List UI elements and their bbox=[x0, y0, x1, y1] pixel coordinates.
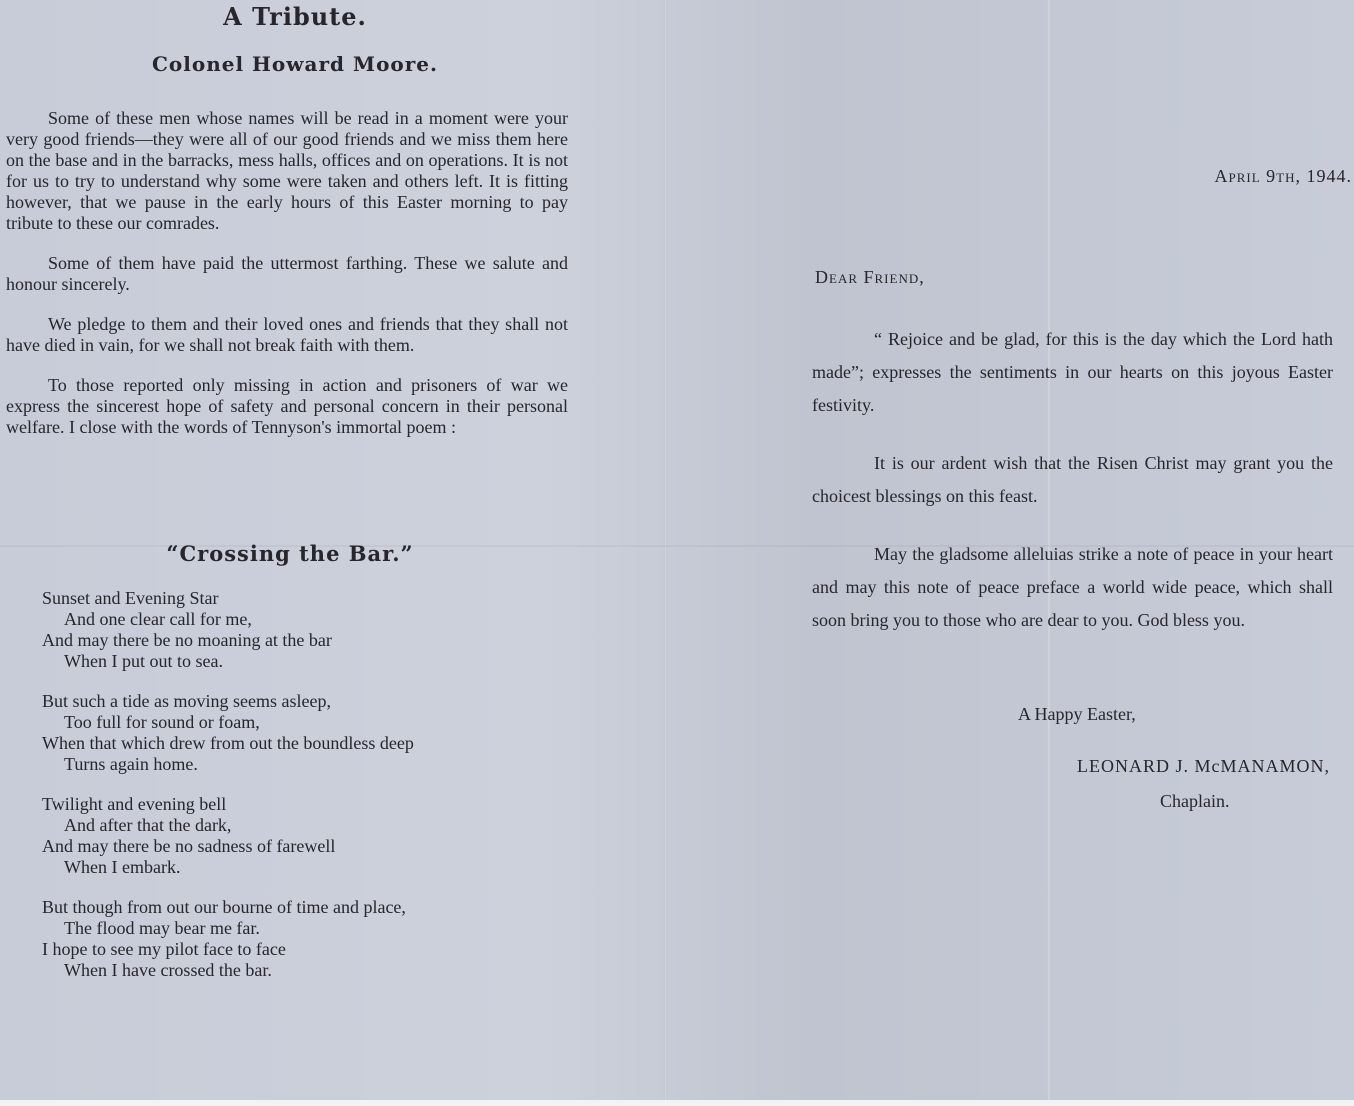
tribute-paragraph: Some of them have paid the uttermost farthing. These we salute and honour sincerely. bbox=[6, 253, 568, 294]
poem-line: Too full for sound or foam, bbox=[64, 712, 260, 732]
poem bbox=[42, 588, 414, 1000]
poem-line: The flood may bear me far. bbox=[64, 918, 260, 938]
tribute-subtitle: Colonel Howard Moore. bbox=[152, 52, 438, 76]
poem-line: When I have crossed the bar. bbox=[64, 960, 272, 980]
poem-line: When that which drew from out the boundless deep bbox=[42, 733, 414, 753]
poem-stanza bbox=[42, 588, 414, 672]
letter-salutation: Dear Friend, bbox=[815, 267, 925, 287]
letter-signature: LEONARD J. McMANAMON, bbox=[1077, 756, 1330, 776]
poem-line: I hope to see my pilot face to face bbox=[42, 939, 286, 959]
tribute-paragraph: Some of these men whose names will be read in a moment were your very good friends—they were all of our good friends and we miss them here on the base and in the barracks, mess halls, offices and on operations. It is not for us to try to understand why some were taken and others left. It is fitting however, that we pause in the early hours of this Easter morning to pay tribute to these our comrades. bbox=[6, 108, 568, 233]
letter-date: April 9th, 1944. bbox=[1214, 166, 1352, 186]
poem-line: But though from out our bourne of time and place, bbox=[42, 897, 406, 917]
poem-line: Sunset and Evening Star bbox=[42, 588, 219, 608]
letter-closing: A Happy Easter, bbox=[1018, 704, 1136, 724]
poem-stanza bbox=[42, 794, 414, 878]
poem-line: And may there be no sadness of farewell bbox=[42, 836, 336, 856]
tribute-body bbox=[6, 108, 568, 457]
poem-stanza bbox=[42, 897, 414, 981]
tribute-paragraph: To those reported only missing in action and prisoners of war we express the sincerest hope of safety and personal concern in their personal welfare. I close with the words of Tennyson's immortal poem : bbox=[6, 375, 568, 437]
letter-paragraph: It is our ardent wish that the Risen Christ may grant you the choicest blessings on this feast. bbox=[812, 453, 1333, 506]
paper-bottom-edge bbox=[0, 1100, 1354, 1106]
poem-stanza bbox=[42, 691, 414, 775]
poem-line: And one clear call for me, bbox=[64, 609, 252, 629]
fold-line-vertical bbox=[664, 0, 667, 1106]
letter-body bbox=[812, 323, 1333, 662]
poem-title: “Crossing the Bar.” bbox=[166, 541, 414, 566]
tribute-paragraph: We pledge to them and their loved ones and friends that they shall not have died in vain, for we shall not break faith with them. bbox=[6, 314, 568, 355]
poem-line: When I put out to sea. bbox=[64, 651, 223, 671]
poem-line: But such a tide as moving seems asleep, bbox=[42, 691, 331, 711]
poem-line: And after that the dark, bbox=[64, 815, 232, 835]
poem-line: When I embark. bbox=[64, 857, 181, 877]
poem-line: And may there be no moaning at the bar bbox=[42, 630, 332, 650]
tribute-title: A Tribute. bbox=[223, 2, 367, 31]
poem-line: Twilight and evening bell bbox=[42, 794, 227, 814]
letter-paragraph: May the gladsome alleluias strike a note of peace in your heart and may this note of peace preface a world wide peace, which shall soon bring you to those who are dear to you. God bless you. bbox=[812, 544, 1333, 630]
signature-title: Chaplain. bbox=[1160, 791, 1230, 811]
letter-paragraph: “ Rejoice and be glad, for this is the day which the Lord hath made”; expresses the sentiments in our hearts on this joyous Easter festivity. bbox=[812, 329, 1333, 415]
poem-line: Turns again home. bbox=[64, 754, 198, 774]
